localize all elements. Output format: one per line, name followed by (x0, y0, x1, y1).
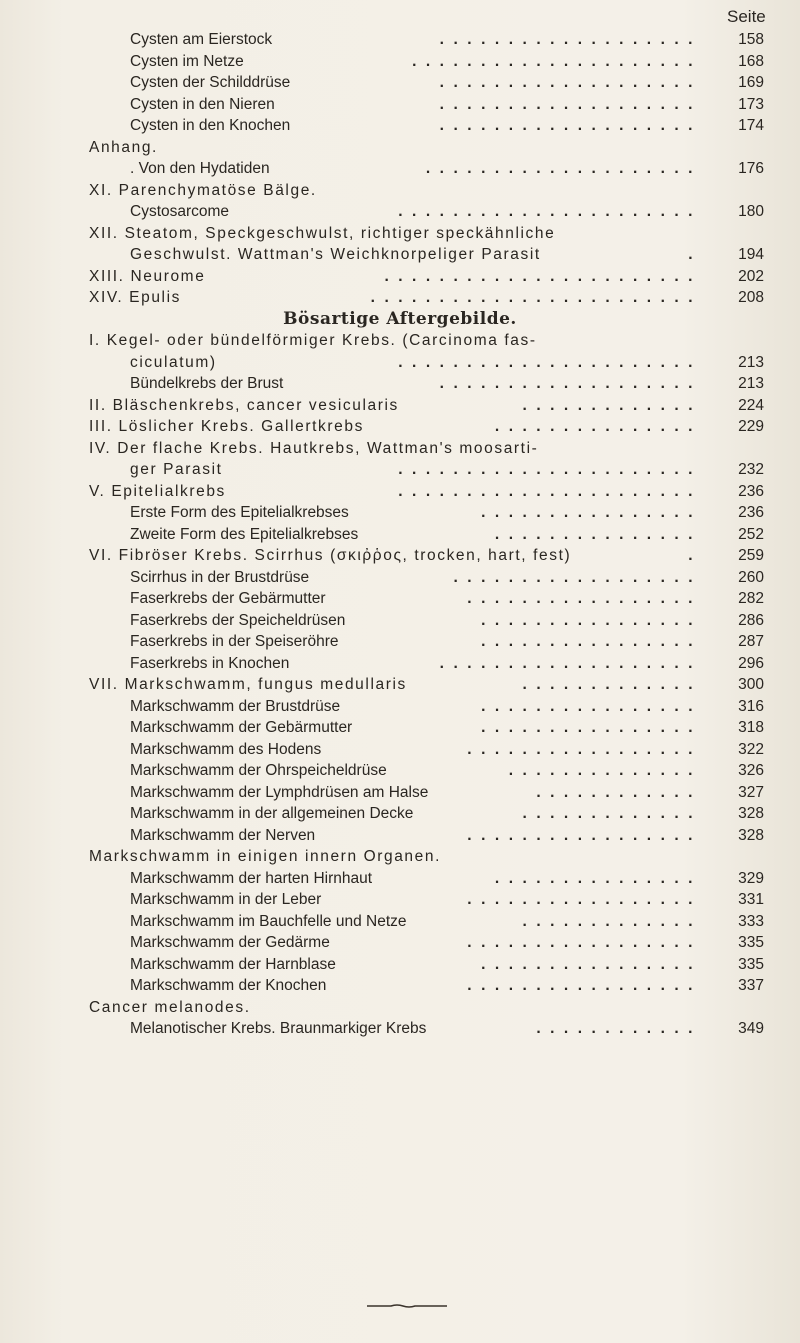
toc-entry-page: 176 (738, 160, 764, 177)
leader-dots: ................... (439, 654, 702, 672)
toc-entry-page: 259 (738, 547, 764, 564)
toc-entry (0, 674, 800, 696)
toc-entry-title: Cysten der Schilddrüse (130, 74, 291, 91)
toc-entry-title: Faserkrebs in der Speiseröhre (130, 633, 339, 650)
toc-entry-title: Markschwamm der Brustdrüse (130, 697, 341, 715)
toc-entry (0, 653, 800, 675)
toc-entry-title: Markschwamm in einigen innern Organen. (89, 848, 441, 865)
leader-dots: . (688, 246, 702, 263)
toc-entry-title: . Von den Hydatiden (130, 160, 270, 177)
toc-entry-title: Cysten in den Knochen (130, 117, 291, 134)
toc-entry (0, 158, 800, 180)
toc-entry-page: 326 (738, 762, 764, 779)
toc-entry (0, 330, 800, 352)
leader-dots: ............. (522, 912, 702, 930)
leader-dots: .................... (425, 160, 702, 177)
toc-entry-page: 229 (738, 418, 764, 435)
toc-entry (0, 524, 800, 546)
leader-dots: ................ (481, 611, 702, 629)
toc-entry (0, 825, 800, 847)
leader-dots: ................... (439, 117, 702, 134)
toc-entry-title: XIV. Epulis (89, 289, 181, 306)
toc-entry-page: 337 (738, 977, 764, 994)
toc-entry (0, 997, 800, 1019)
toc-entry (0, 201, 800, 223)
toc-entry (0, 373, 800, 395)
toc-entry-page: 213 (738, 375, 764, 392)
toc-entry (0, 416, 800, 438)
leader-dots: ................ (481, 719, 702, 736)
toc-entry-page: 318 (738, 719, 764, 736)
toc-entry (0, 1018, 800, 1040)
leader-dots: ................ (481, 697, 702, 715)
toc-entry-title: Cysten im Netze (130, 52, 244, 70)
toc-entry (0, 631, 800, 653)
toc-entry (0, 911, 800, 933)
toc-entry-page: 335 (738, 955, 764, 973)
toc-entry-page: 300 (738, 676, 764, 693)
leader-dots: . (688, 547, 702, 564)
toc-entry-title: Cysten am Eierstock (130, 31, 273, 48)
leader-dots: ................... (439, 95, 702, 113)
toc-entry (0, 567, 800, 589)
leader-dots: ............... (494, 418, 702, 435)
toc-entry-title: Markschwamm der Ohrspeicheldrüse (130, 762, 387, 779)
toc-entry-page: 282 (738, 590, 764, 607)
toc-entry (0, 352, 800, 374)
toc-entry-page: 213 (738, 353, 764, 371)
toc-entry-page: 158 (738, 31, 764, 48)
toc-entry-page: 252 (738, 525, 764, 543)
toc-entry-page: 296 (738, 654, 764, 672)
toc-entry (0, 180, 800, 202)
toc-entry-title: Bündelkrebs der Brust (130, 375, 284, 392)
leader-dots: ................... (439, 74, 702, 91)
toc-entry (0, 868, 800, 890)
toc-entry-page: 194 (738, 246, 764, 263)
leader-dots: ............... (494, 525, 702, 543)
toc-entry (0, 932, 800, 954)
toc-entry-page: 236 (738, 504, 764, 521)
toc-entry (0, 438, 800, 460)
leader-dots: ................. (467, 826, 702, 844)
toc-entry-title: XII. Steatom, Speckgeschwulst, richtiger speckähnliche (89, 224, 556, 242)
toc-entry-title: Markschwamm des Hodens (130, 740, 322, 758)
toc-entry-page: 329 (738, 869, 764, 887)
toc-entry-title: Cancer melanodes. (89, 998, 251, 1016)
toc-entry-title: Markschwamm der Nerven (130, 826, 316, 844)
toc-entry (0, 975, 800, 997)
toc-entry-title: Markschwamm in der Leber (130, 891, 322, 908)
toc-entry-page: 224 (738, 396, 764, 414)
leader-dots: .................. (453, 568, 702, 586)
toc-entry-page: 327 (738, 783, 764, 801)
toc-entry (0, 29, 800, 51)
leader-dots: ............. (522, 676, 702, 693)
toc-entry-title: XI. Parenchymatöse Bälge. (89, 181, 317, 199)
ornament-rule (367, 1304, 447, 1308)
toc-entry-title: Cysten in den Nieren (130, 95, 275, 113)
toc-entry-title: VI. Fibröser Krebs. Scirrhus (σκιῤῥος, trocken, hart, fest) (89, 547, 572, 564)
toc-entry-page: 333 (738, 912, 764, 930)
toc-entry-title: Faserkrebs der Speicheldrüsen (130, 611, 346, 629)
toc-entry-title: Cystosarcome (130, 203, 230, 220)
toc-entry-title: Markschwamm der harten Hirnhaut (130, 869, 373, 887)
toc-entry-title: V. Epitelialkrebs (89, 482, 226, 500)
toc-entry-page: 174 (738, 117, 764, 134)
leader-dots: ................. (467, 977, 702, 994)
toc-entry (0, 588, 800, 610)
toc-entry-page: 168 (738, 52, 764, 70)
toc-entry (0, 115, 800, 137)
leader-dots: ................. (467, 590, 702, 607)
toc-entry-title: VII. Markschwamm, fungus medullaris (89, 676, 407, 693)
toc-entry-page: 173 (738, 95, 764, 113)
toc-entry (0, 760, 800, 782)
leader-dots: ...................... (398, 461, 702, 478)
toc-entry (0, 459, 800, 481)
toc-entry-title: Zweite Form des Epitelialkrebses (130, 525, 359, 543)
toc-entry (0, 696, 800, 718)
toc-entry-page: 169 (738, 74, 764, 91)
leader-dots: ............ (536, 783, 702, 801)
leader-dots: ................ (481, 504, 702, 521)
toc-entry-title: Markschwamm der Knochen (130, 977, 327, 994)
toc-entry (0, 717, 800, 739)
toc-entry-page: 331 (738, 891, 764, 908)
toc-entry-page: 232 (738, 461, 764, 478)
leader-dots: ................. (467, 934, 702, 951)
leader-dots: ................... (439, 31, 702, 48)
toc-entry-title: XIII. Neurome (89, 267, 206, 285)
toc-entry-page: 287 (738, 633, 764, 650)
toc-list (0, 29, 800, 1040)
toc-entry-title: Markschwamm der Gebärmutter (130, 719, 353, 736)
page-column-header: Seite (727, 7, 766, 26)
toc-entry (0, 803, 800, 825)
leader-dots: ....................... (384, 267, 702, 285)
toc-entry-page: 236 (738, 482, 764, 500)
leader-dots: ................... (439, 375, 702, 392)
toc-entry (0, 481, 800, 503)
leader-dots: ............. (522, 805, 702, 822)
toc-entry-page: 180 (738, 203, 764, 220)
toc-entry-title: Melanotischer Krebs. Braunmarkiger Krebs (130, 1020, 427, 1037)
toc-entry-page: 202 (738, 267, 764, 285)
toc-entry-page: 328 (738, 826, 764, 844)
toc-entry-page: 260 (738, 568, 764, 586)
toc-entry-title: II. Bläschenkrebs, cancer vesicularis (89, 396, 399, 414)
leader-dots: ...................... (398, 353, 702, 371)
section-heading (0, 309, 800, 331)
toc-entry (0, 954, 800, 976)
toc-entry-title: Geschwulst. Wattman's Weichknorpeliger Parasit (130, 246, 541, 263)
toc-entry (0, 782, 800, 804)
toc-entry-title: III. Löslicher Krebs. Gallertkrebs (89, 418, 364, 435)
toc-entry-page: 286 (738, 611, 764, 629)
leader-dots: ...................... (398, 482, 702, 500)
toc-entry-page: 328 (738, 805, 764, 822)
leader-dots: .............. (508, 762, 702, 779)
toc-entry-title: Markschwamm der Lymphdrüsen am Halse (130, 783, 429, 801)
toc-entry-title: Markschwamm in der allgemeinen Decke (130, 805, 414, 822)
toc-entry-title: Erste Form des Epitelialkrebses (130, 504, 349, 521)
toc-entry-title: ciculatum) (130, 353, 217, 371)
toc-entry (0, 889, 800, 911)
toc-entry (0, 266, 800, 288)
toc-entry-page: 316 (738, 697, 764, 715)
toc-entry-page: 335 (738, 934, 764, 951)
leader-dots: ................ (481, 955, 702, 973)
toc-entry-page: 322 (738, 740, 764, 758)
leader-dots: ..................... (412, 52, 702, 70)
toc-entry (0, 395, 800, 417)
toc-entry (0, 94, 800, 116)
toc-entry (0, 610, 800, 632)
leader-dots: ................. (467, 891, 702, 908)
toc-entry-title: Scirrhus in der Brustdrüse (130, 568, 310, 586)
toc-entry-title: I. Kegel- oder bündelförmiger Krebs. (Carcinoma fas- (89, 332, 537, 349)
toc-entry-title: IV. Der flache Krebs. Hautkrebs, Wattman's moosarti- (89, 439, 539, 457)
toc-entry-page: 349 (738, 1020, 764, 1037)
toc-entry (0, 502, 800, 524)
leader-dots: ........................ (370, 289, 702, 306)
toc-entry (0, 287, 800, 309)
section-heading-text: Bösartige Aftergebilde. (283, 308, 517, 329)
toc-entry (0, 137, 800, 159)
toc-entry-title: Markschwamm der Harnblase (130, 955, 336, 973)
toc-entry (0, 72, 800, 94)
toc-entry (0, 545, 800, 567)
leader-dots: ............... (494, 869, 702, 887)
toc-entry-title: Markschwamm im Bauchfelle und Netze (130, 912, 407, 930)
toc-entry-page: 208 (738, 289, 764, 306)
leader-dots: ................ (481, 633, 702, 650)
leader-dots: ...................... (398, 203, 702, 220)
toc-entry (0, 223, 800, 245)
toc-entry (0, 51, 800, 73)
toc-entry (0, 846, 800, 868)
toc-entry (0, 244, 800, 266)
leader-dots: ............ (536, 1020, 702, 1037)
toc-entry (0, 739, 800, 761)
toc-entry-title: Faserkrebs der Gebärmutter (130, 590, 326, 607)
leader-dots: ................. (467, 740, 702, 758)
toc-entry-title: ger Parasit (130, 461, 223, 478)
toc-entry-title: Anhang. (89, 138, 158, 156)
toc-entry-title: Faserkrebs in Knochen (130, 654, 290, 672)
toc-entry-title: Markschwamm der Gedärme (130, 934, 330, 951)
leader-dots: ............. (522, 396, 702, 414)
